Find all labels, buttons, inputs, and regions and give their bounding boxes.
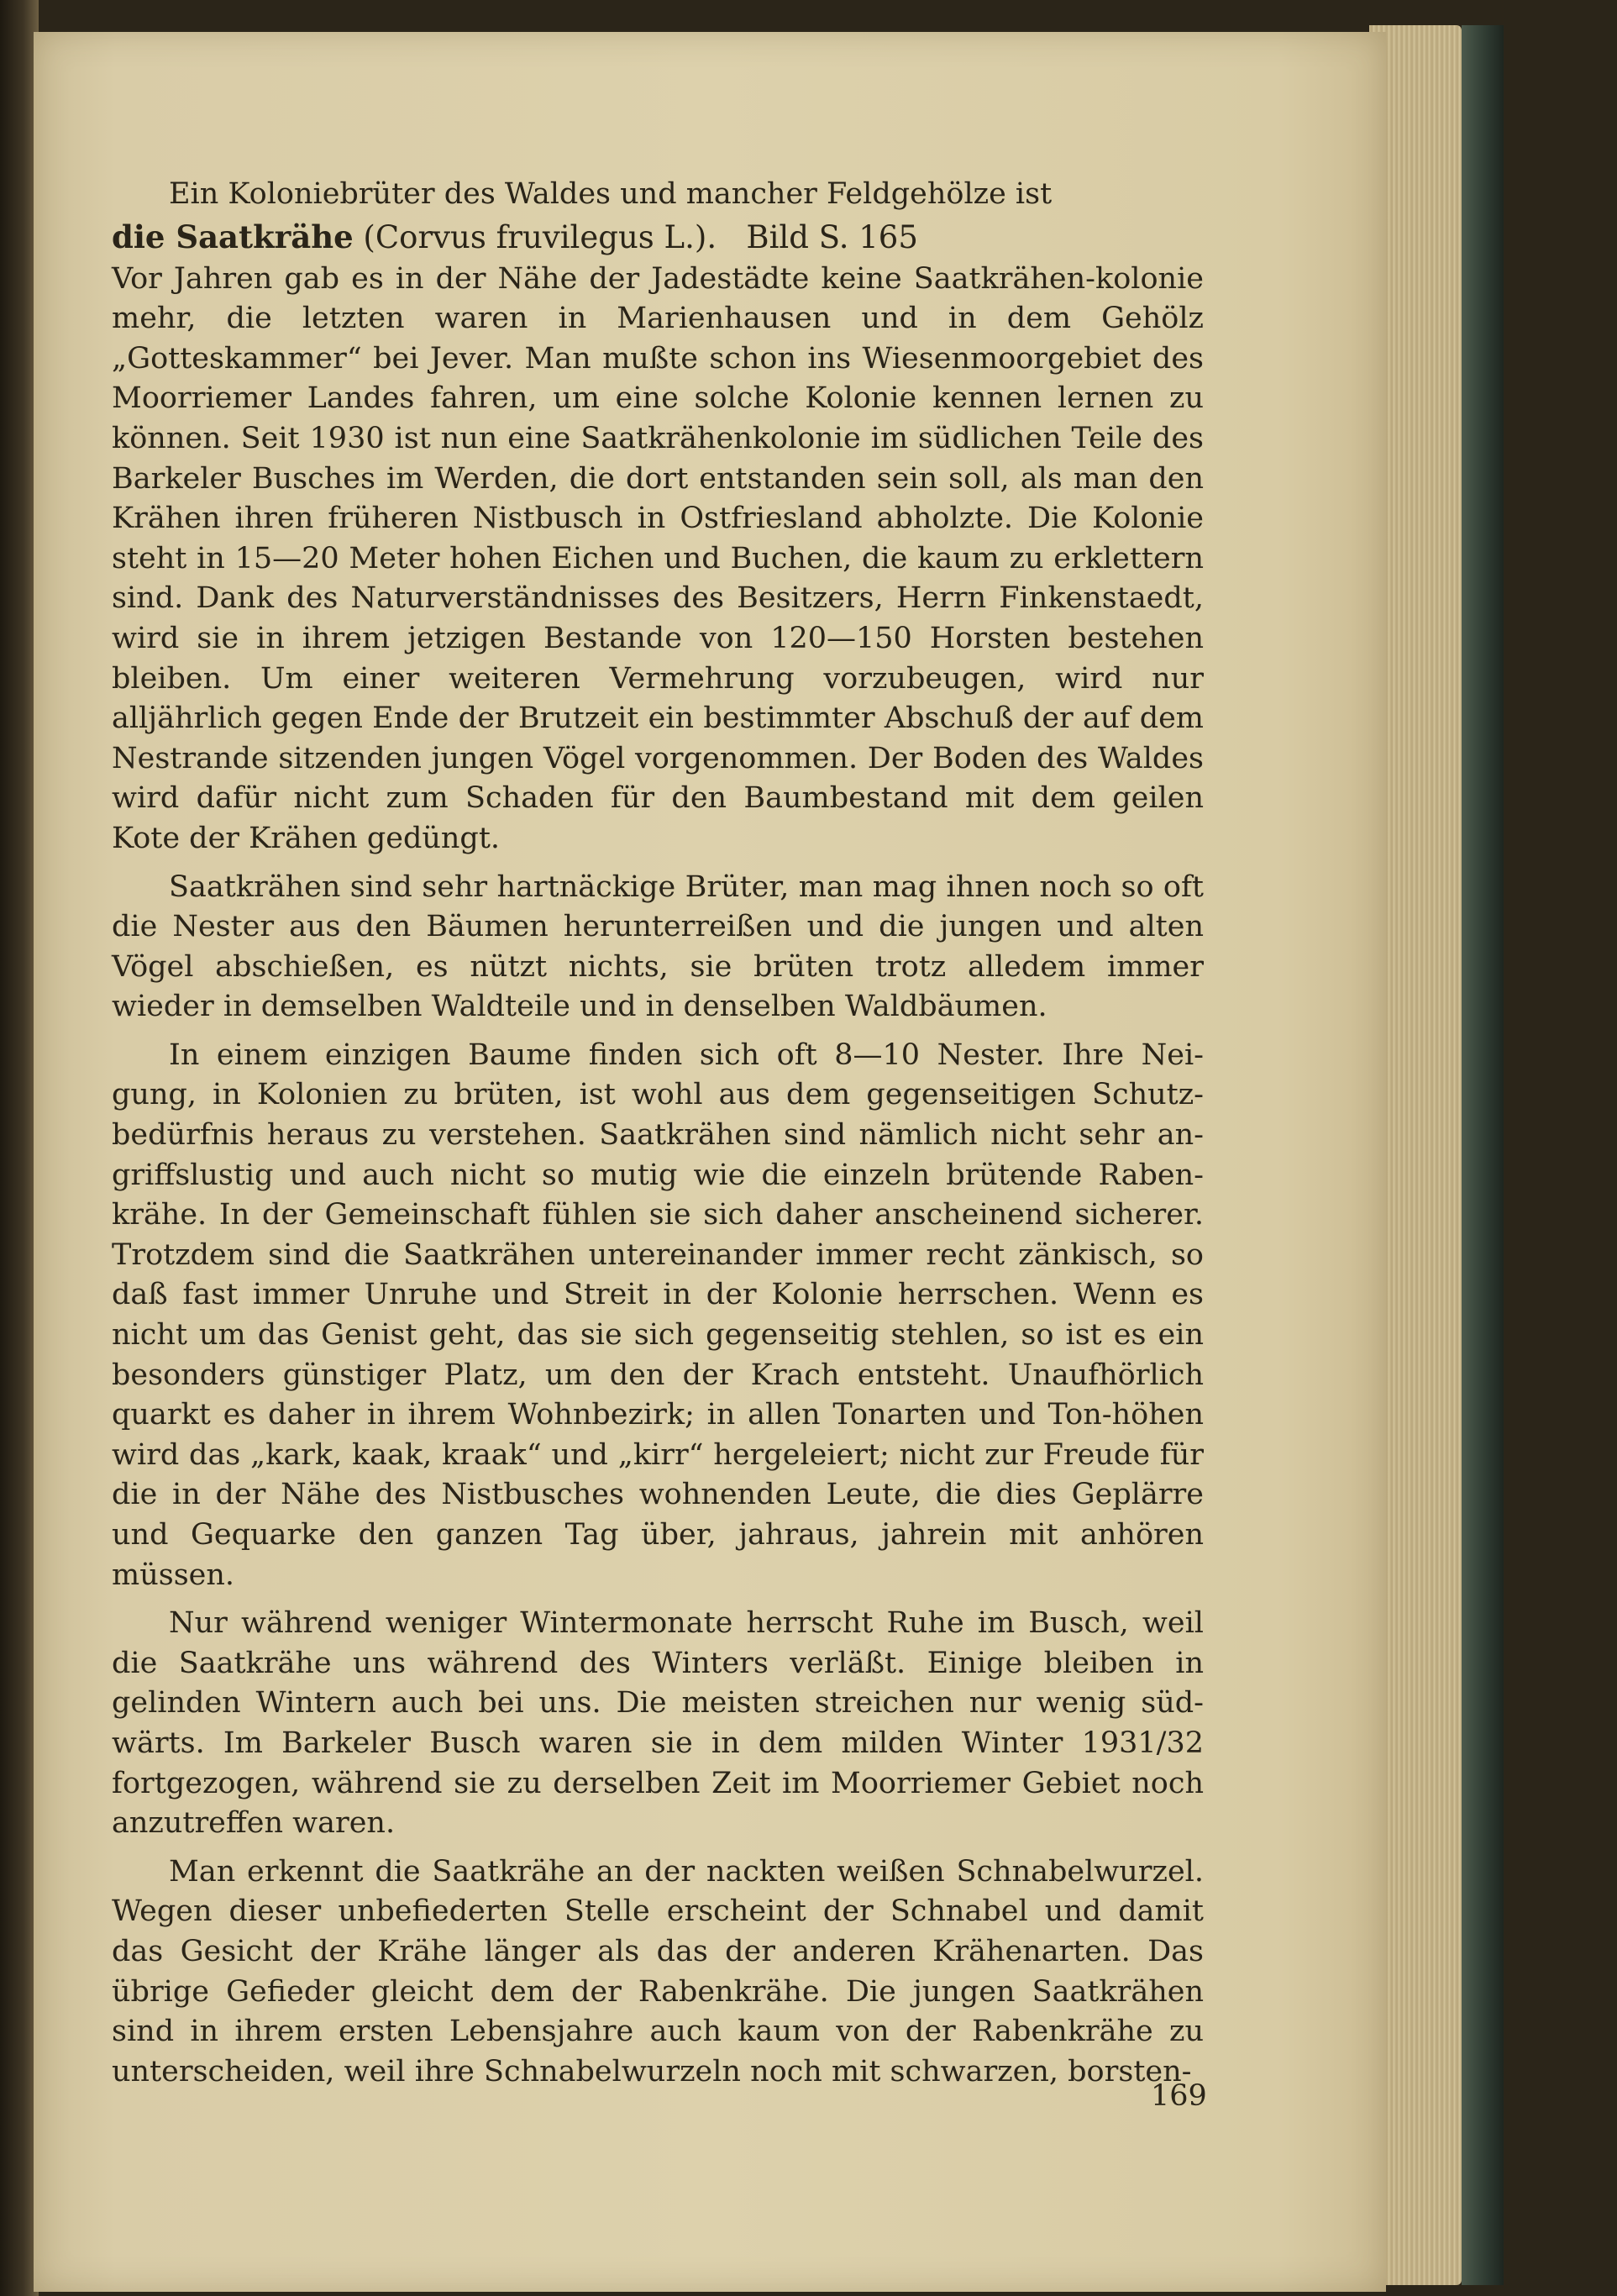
figure-reference: Bild S. 165 [746, 218, 918, 255]
book-cover-edge [1462, 25, 1504, 2285]
page-text [112, 175, 1204, 2092]
species-name: die Saatkrähe [112, 218, 354, 255]
paragraph-3: In einem einzigen Baume finden sich oft 8—10 Nester. Ihre Nei-gung, in Kolonien zu brüten, ist wohl aus dem gegenseitigen Schutz-bedürfnis heraus zu verstehen. Saatkrähen sind nämlich nicht sehr an-griffslustig und auch nicht so mutig wie die einzeln brütende Raben-krähe. In der Gemeinschaft fühlen sie sich daher anscheinend sicherer. Trotzdem sind die Saatkrähen untereinander immer recht zänkisch, so daß fast immer Unruhe und Streit in der Kolonie herrschen. Wenn es nicht um das Genist geht, das sie sich gegenseitig stehlen, so ist es ein besonders günstiger Platz, um den der Krach entsteht. Unaufhörlich quarkt es daher in ihrem Wohnbezirk; in allen Tonarten und Ton-höhen wird das „kark, kaak, kraak“ und „kirr“ hergeleiert; nicht zur Freude für die in der Nähe des Nistbusches wohnenden Leute, die dies Geplärre und Gequarke den ganzen Tag über, jahraus, jahrein mit anhören müssen. [112, 1038, 1204, 1592]
paragraph-2: Saatkrähen sind sehr hartnäckige Brüter, man mag ihnen noch so oft die Nester aus den Bäumen herunterreißen und die jungen und alten Vögel abschießen, es nützt nichts, sie brüten trotz alledem immer wieder in demselben Waldteile und in denselben Waldbäumen. [112, 870, 1204, 1024]
species-latin-name: (Corvus fruvilegus L.). [363, 218, 717, 255]
page-number: 169 [1151, 2079, 1207, 2113]
paragraph-1: Vor Jahren gab es in der Nähe der Jadestädte keine Saatkrähen-kolonie mehr, die letzten waren in Marienhausen und in dem Gehölz „Gotteskammer“ bei Jever. Man mußte schon ins Wiesenmoorgebiet des Moorriemer Landes fahren, um eine solche Kolonie kennen lernen zu können. Seit 1930 ist nun eine Saatkrähenkolonie im südlichen Teile des Barkeler Busches im Werden, die dort entstanden sein soll, als man den Krähen ihren früheren Nistbusch in Ostfriesland abholzte. Die Kolonie steht in 15—20 Meter hohen Eichen und Buchen, die kaum zu erklettern sind. Dank des Naturverständnisses des Besitzers, Herrn Finkenstaedt, wird sie in ihrem jetzigen Bestande von 120—150 Horsten bestehen bleiben. Um einer weiteren Vermehrung vorzubeugen, wird nur alljährlich gegen Ende der Brutzeit ein bestimmter Abschuß der auf dem Nestrande sitzenden jungen Vögel vorgenommen. Der Boden des Waldes wird dafür nicht zum Schaden für den Baumbestand mit dem geilen Kote der Krähen gedüngt. [112, 261, 1204, 855]
intro-line: Ein Koloniebrüter des Waldes und mancher Feldgehölze ist [169, 177, 1053, 211]
paragraph-5: Man erkennt die Saatkrähe an der nackten weißen Schnabelwurzel. Wegen dieser unbefiederten Stelle erscheint der Schnabel und damit das Gesicht der Krähe länger als das der anderen Krähenarten. Das übrige Gefieder gleicht dem der Rabenkrähe. Die jungen Saatkrähen sind in ihrem ersten Lebensjahre auch kaum von der Rabenkrähe zu unterscheiden, weil ihre Schnabelwurzeln noch mit schwarzen, borsten- [112, 1854, 1204, 2088]
species-heading [112, 215, 1204, 260]
paragraph-4: Nur während weniger Wintermonate herrscht Ruhe im Busch, weil die Saatkrähe uns während des Winters verläßt. Einige bleiben in gelinden Wintern auch bei uns. Die meisten streichen nur wenig süd-wärts. Im Barkeler Busch waren sie in dem milden Winter 1931/32 fortgezogen, während sie zu derselben Zeit im Moorriemer Gebiet noch anzutreffen waren. [112, 1606, 1204, 1841]
